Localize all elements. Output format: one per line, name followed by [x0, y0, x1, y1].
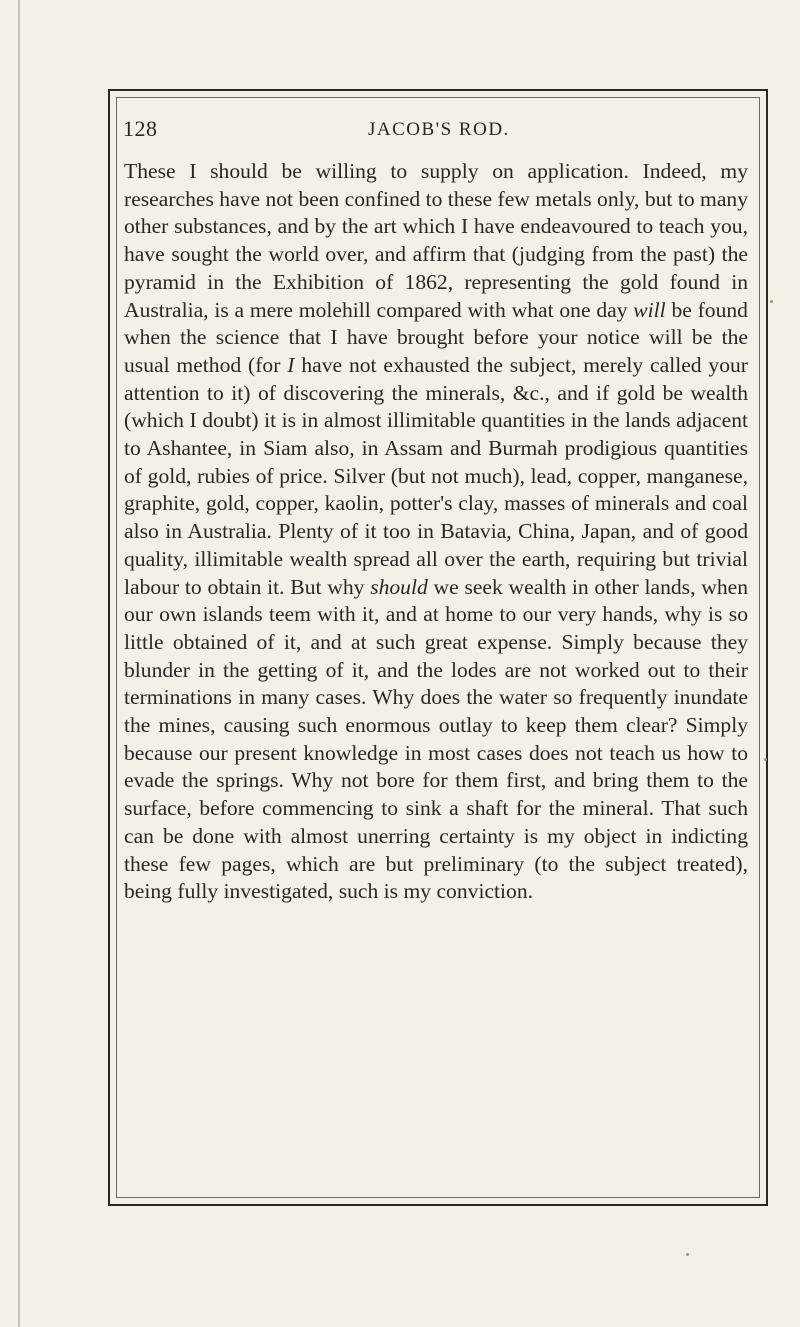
page-number: 128 — [123, 116, 158, 141]
emphasis-i: I — [287, 352, 295, 377]
page-edge-shadow — [18, 0, 20, 1327]
body-text-2: be found when the science that I have brought before your notice will be the usual method (for — [124, 297, 748, 377]
running-head: JACOB'S ROD. — [368, 119, 510, 140]
body-text-3: have not exhausted the subject, merely called your attention to it) of discovering the minerals, &c., and if gold be wealth (which I doubt) it is in almost illimitable quantities in the lands adjacent to Ashantee, in Siam also, in Assam and Burmah prodigious quantities of gold, rubies of price. Silver (but not much), lead, copper, manganese, graphite, gold, copper, kaolin, potter's clay, masses of minerals and coal also in Australia. Plenty of it too in Batavia, China, Japan, and of good quality, illimitable wealth spread all over the earth, requiring but trivial labour to obtain it. But why — [124, 352, 748, 599]
body-text-1: These I should be willing to supply on application. Indeed, my researches have not been confined to these few metals only, but to many other substances, and by the art which I have endeavoured to teach you, have sought the world over, and affirm that (judging from the past) the pyramid in the Exhibition of 1862, representing the gold found in Australia, is a mere molehill compared with what one day — [124, 159, 749, 322]
body-text-4: we seek wealth in other lands, when our own islands teem with it, and at home to our very hands, why is so little obtained of it, and at such great expense. Simply because they blunder in the getting of it, and the lodes are not worked out to their terminations in many cases. Why does the water so frequently inundate the mines, causing such enormous outlay to keep them clear? Simply because our present knowledge in most cases does not teach us how to evade the springs. Why not bore for them first, and bring them to the surface, before commencing to sink a shaft for the mineral. That such can be done with almost unerring certainty is my object in indicting these few pages, which are but preliminary (to the subject treated), being fully investigated, such is my conviction. — [124, 574, 748, 904]
paper-speck — [764, 758, 767, 761]
emphasis-should: should — [370, 574, 428, 599]
page-header — [118, 116, 758, 148]
paper-speck — [686, 1253, 689, 1256]
emphasis-will: will — [633, 297, 666, 322]
paper-speck — [770, 300, 773, 303]
body-paragraph — [124, 158, 748, 1194]
